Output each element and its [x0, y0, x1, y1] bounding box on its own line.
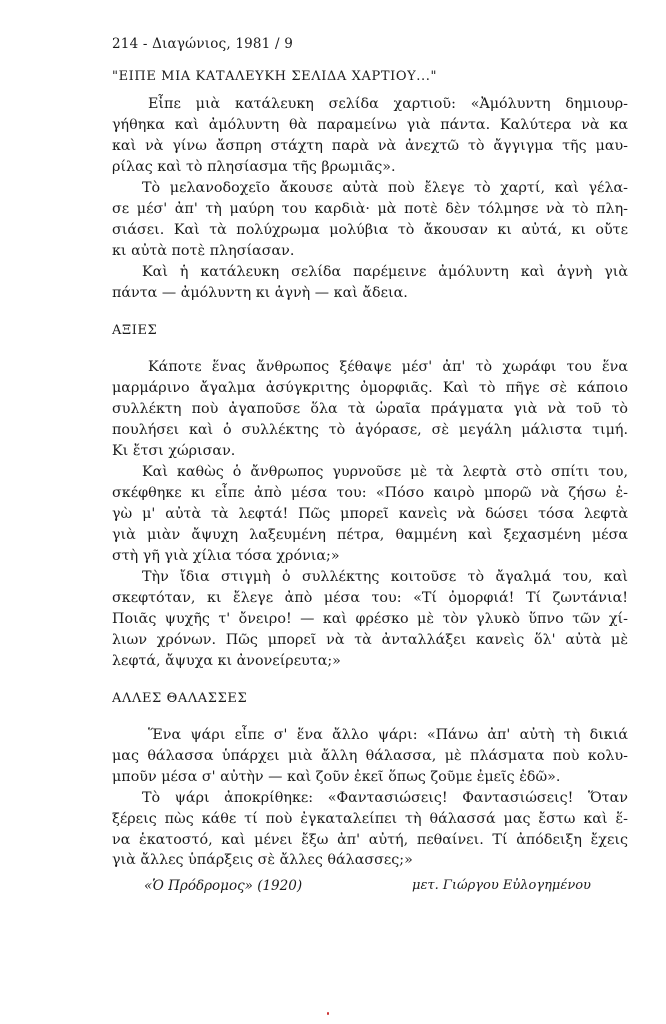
- text-line: Καὶ καθὼς ὁ ἄνθρωπος γυρνοῦσε μὲ τὰ λεφτὰ στὸ σπίτι του,: [142, 464, 628, 480]
- text-line: πάντα — ἀμόλυντη κι ἁγνὴ — καὶ ἄδεια.: [112, 285, 408, 301]
- page-header: 214 - Διαγώνιος, 1981 / 9: [112, 36, 293, 52]
- text-line: ξέρεις πὼς κάθε τί ποὺ ἐγκαταλείπει τὴ θάλασσά μας ἔστω καὶ ἕ-: [112, 811, 628, 827]
- text-line: μας θάλασσα ὑπάρχει μιὰ ἄλλη θάλασσα, μὲ πλάσματα ποὺ κολυ-: [112, 748, 628, 764]
- text-line: καὶ νὰ γίνω ἄσπρη στάχτη παρὰ νὰ ἀνεχτῶ τὸ ἄγγιγμα τῆς μαυ-: [112, 138, 628, 154]
- section-title: ΑΛΛΕΣ ΘΑΛΑΣΣΕΣ: [112, 691, 248, 706]
- text-line: συλλέκτη ποὺ ἀγαποῦσε ὅλα τὰ ὡραῖα πράγματα γιὰ νὰ τοῦ τὸ: [112, 401, 628, 417]
- text-line: λιων χρόνων. Πῶς μπορεῖ νὰ τὰ ἀνταλλάξει κανεὶς ὅλ' αὐτὰ μὲ: [112, 632, 628, 648]
- text-line: Καὶ ἡ κατάλευκη σελίδα παρέμεινε ἀμόλυντη καὶ ἁγνὴ γιὰ: [142, 264, 628, 280]
- text-line: ρίλας καὶ τὸ πλησίασμα τῆς βρωμιᾶς».: [112, 159, 396, 175]
- text-line: Τὴν ἴδια στιγμὴ ὁ συλλέκτης κοιτοῦσε τὸ ἄγαλμά του, καὶ: [142, 569, 628, 585]
- text-line: πουλήσει καὶ ὁ συλλέκτης τὸ ἀγόρασε, σὲ μεγάλη μάλιστα τιμή.: [112, 422, 628, 438]
- text-line: Ἕνα ψάρι εἶπε σ' ἕνα ἄλλο ψάρι: «Πάνω ἀπ' αὐτὴ τὴ δικιά: [148, 727, 628, 743]
- text-line: Εἶπε μιὰ κατάλευκη σελίδα χαρτιοῦ: «Ἀμόλυντη δημιουρ-: [148, 96, 628, 112]
- section-title: ΑΞΙΕΣ: [112, 323, 158, 338]
- text-line: Κι ἔτσι χώρισαν.: [112, 443, 236, 459]
- text-line: Τὸ ψάρι ἀποκρίθηκε: «Φαντασιώσεις! Φαντασιώσεις! Ὅταν: [142, 790, 628, 806]
- text-line: λεφτά, ἄψυχα κι ἀνονείρευτα;»: [112, 653, 341, 669]
- text-line: σιάσει. Καὶ τὰ πολύχρωμα μολύβια τὸ ἄκουσαν κι αὐτά, κι οὔτε: [112, 222, 628, 238]
- text-line: γιὰ ἄλλες ὑπάρξεις σὲ ἄλλες θάλασσες;»: [112, 852, 413, 868]
- text-line: Ποιᾶς ψυχῆς τ' ὄνειρο! — καὶ φρέσκο μὲ τὸν γλυκὸ ὕπνο τῶν χί-: [112, 611, 628, 627]
- text-line: γήθηκα καὶ ἀμόλυντη θὰ παραμείνω γιὰ πάντα. Καλύτερα νὰ κα: [112, 117, 628, 133]
- text-line: Τὸ μελανοδοχεῖο ἄκουσε αὐτὰ ποὺ ἔλεγε τὸ χαρτί, καὶ γέλα-: [142, 180, 628, 196]
- text-line: γὼ μ' αὐτὰ τὰ λεφτά! Πῶς μπορεῖ κανεὶς νὰ δώσει τόσα λεφτὰ: [112, 506, 628, 522]
- text-line: μποῦν μέσα σ' αὐτὴν — καὶ ζοῦν ἐκεῖ ὅπως ζοῦμε ἐμεῖς ἐδῶ».: [112, 769, 561, 785]
- text-line: σκεφτόταν, κι ἔλεγε ἀπὸ μέσα του: «Τί ὀμορφιά! Τί ζωντάνια!: [112, 590, 628, 606]
- print-speck: [327, 1012, 329, 1015]
- text-line: γιὰ μιὰν ἄψυχη λαξευμένη πέτρα, θαμμένη καὶ ξεχασμένη μέσα: [112, 527, 628, 543]
- text-line: σε μέσ' ἀπ' τὴ μαύρη του καρδιὰ· μὰ ποτὲ δὲν τόλμησε νὰ τὸ πλη-: [112, 201, 628, 217]
- text-line: στὴ γῆ γιὰ χίλια τόσα χρόνια;»: [112, 548, 340, 564]
- source-citation: «Ὁ Πρόδρομος» (1920): [144, 878, 303, 894]
- text-line: Κάποτε ἕνας ἄνθρωπος ξέθαψε μέσ' ἀπ' τὸ χωράφι του ἕνα: [148, 359, 628, 375]
- text-line: να ἑκατοστό, καὶ μένει ἔξω ἀπ' αὐτή, πεθαίνει. Τί ἀπόδειξη ἔχεις: [112, 832, 628, 848]
- text-line: σκέφθηκε κι εἶπε ἀπὸ μέσα του: «Πόσο καιρὸ μπορῶ νὰ ζήσω ἐ-: [112, 485, 628, 501]
- text-line: κι αὐτὰ ποτὲ πλησίασαν.: [112, 243, 295, 259]
- section-title: "ΕΙΠΕ ΜΙΑ ΚΑΤΑΛΕΥΚΗ ΣΕΛΙΔΑ ΧΑΡΤΙΟΥ...": [112, 69, 438, 84]
- text-line: μαρμάρινο ἄγαλμα ἀσύγκριτης ὀμορφιᾶς. Καὶ τὸ πῆγε σὲ κάποιο: [112, 380, 628, 396]
- translator-credit: μετ. Γιώργου Εὐλογημένου: [412, 878, 591, 893]
